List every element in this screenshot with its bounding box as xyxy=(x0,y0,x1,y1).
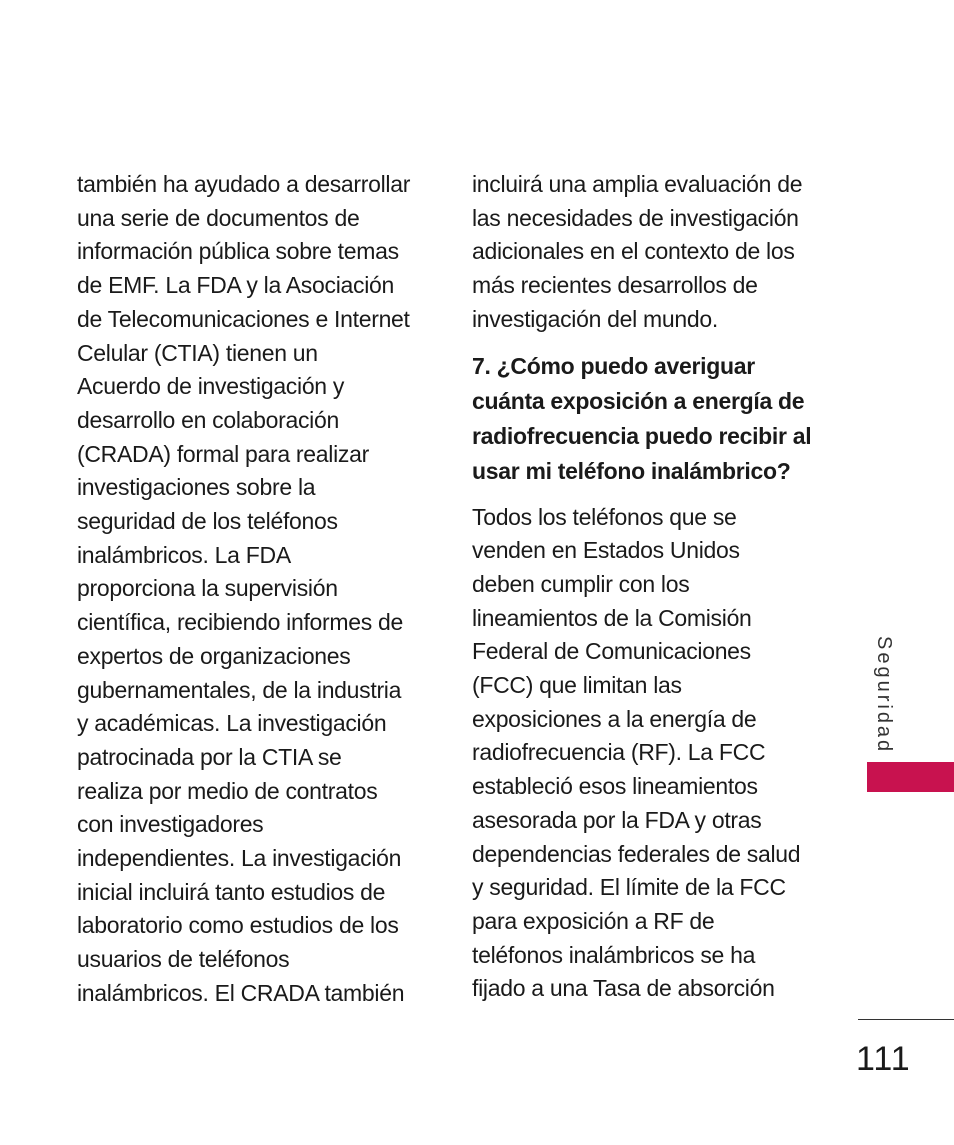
text-line: científica, recibiendo informes de xyxy=(77,609,404,636)
section-tab-marker xyxy=(867,762,954,792)
text-line: Federal de Comunicaciones xyxy=(472,638,751,665)
text-line: Todos los teléfonos que se xyxy=(472,503,737,530)
text-line: deben cumplir con los xyxy=(472,570,690,597)
text-line: Celular (CTIA) tienen un xyxy=(77,339,318,366)
text-line: teléfonos inalámbricos se ha xyxy=(472,941,756,968)
text-line: radiofrecuencia (RF). La FCC xyxy=(472,739,766,766)
text-line: lineamientos de la Comisión xyxy=(472,604,752,631)
section-tab-label: Seguridad xyxy=(873,636,895,755)
section-heading xyxy=(472,349,832,489)
text-line: adicionales en el contexto de los xyxy=(472,238,795,265)
text-line: las necesidades de investigación xyxy=(472,204,799,231)
text-line: exposiciones a la energía de xyxy=(472,705,757,732)
body-paragraph xyxy=(472,501,832,1007)
heading-line: cuánta exposición a energía de xyxy=(472,387,805,414)
text-line: inalámbricos. El CRADA también xyxy=(77,979,405,1006)
text-line: inalámbricos. La FDA xyxy=(77,541,291,568)
right-column xyxy=(472,168,832,1018)
text-line: (FCC) que limitan las xyxy=(472,672,682,699)
left-paragraph xyxy=(77,168,437,1011)
text-line: realiza por medio de contratos xyxy=(77,777,378,804)
text-line: dependencias federales de salud xyxy=(472,840,801,867)
text-line: desarrollo en colaboración xyxy=(77,406,339,433)
text-line: gubernamentales, de la industria xyxy=(77,676,402,703)
heading-line: 7. ¿Cómo puedo averiguar xyxy=(472,352,755,379)
text-line: usuarios de teléfonos xyxy=(77,946,290,973)
text-line: con investigadores xyxy=(77,811,264,838)
text-line: laboratorio como estudios de los xyxy=(77,912,399,939)
text-line: investigación del mundo. xyxy=(472,305,718,332)
text-line: proporciona la supervisión xyxy=(77,575,338,602)
text-line: seguridad de los teléfonos xyxy=(77,508,338,535)
text-line: venden en Estados Unidos xyxy=(472,537,740,564)
text-line: de EMF. La FDA y la Asociación xyxy=(77,272,394,299)
footer-divider xyxy=(858,1019,954,1020)
text-line: incluirá una amplia evaluación de xyxy=(472,171,803,197)
text-line: y académicas. La investigación xyxy=(77,710,387,737)
text-line: inicial incluirá tanto estudios de xyxy=(77,878,386,905)
heading-line: radiofrecuencia puedo recibir al xyxy=(472,422,812,449)
text-line: más recientes desarrollos de xyxy=(472,272,758,299)
text-line: (CRADA) formal para realizar xyxy=(77,440,369,467)
heading-line: usar mi teléfono inalámbrico? xyxy=(472,457,791,484)
text-line: para exposición a RF de xyxy=(472,907,715,934)
text-line: fijado a una Tasa de absorción xyxy=(472,975,775,1002)
text-line: información pública sobre temas xyxy=(77,238,399,265)
text-line: patrocinada por la CTIA se xyxy=(77,743,342,770)
text-line: asesorada por la FDA y otras xyxy=(472,806,762,833)
text-line: de Telecomunicaciones e Internet xyxy=(77,305,410,332)
text-line: también ha ayudado a desarrollar xyxy=(77,171,411,197)
text-line: una serie de documentos de xyxy=(77,204,360,231)
text-line: y seguridad. El límite de la FCC xyxy=(472,874,786,901)
text-line: independientes. La investigación xyxy=(77,845,402,872)
text-line: expertos de organizaciones xyxy=(77,642,351,669)
intro-paragraph xyxy=(472,168,832,337)
left-column xyxy=(77,168,437,1023)
text-line: investigaciones sobre la xyxy=(77,474,316,501)
text-line: estableció esos lineamientos xyxy=(472,773,758,800)
text-line: Acuerdo de investigación y xyxy=(77,373,345,400)
page-number: 111 xyxy=(856,1040,911,1078)
